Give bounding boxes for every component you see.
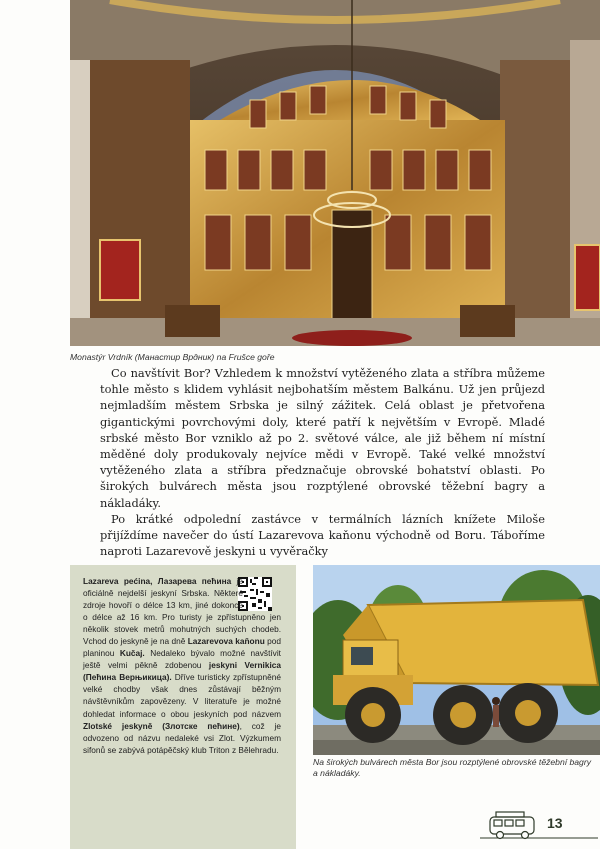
- mining-truck-photo: [313, 565, 600, 755]
- iconostasis-illustration: [70, 0, 600, 346]
- paragraph: Po krátké odpolední zastávce v termálních lázních knížete Miloše přijíždíme navečer do ústí Lazarevova kaňonu východně od Boru. Táboříme naproti Lazarevově jeskyni u vyvěračky: [100, 511, 545, 559]
- truck-photo-caption: Na širokých bulvárech města Bor jsou rozptýlené obrovské těžební bagry a nákladáky.: [313, 757, 592, 778]
- sidebar-text: [83, 575, 281, 756]
- zlot-caves-name: Zlotské jeskyně (Злотске пећине): [83, 720, 240, 731]
- church-interior-photo: [70, 0, 600, 346]
- cave-name: Lazareva pećina, Лазарева пећина: [83, 576, 232, 586]
- sidebar-text-run: je oficiálně nejdelší jeskyní Srbska. Některé zdroje hovoří o délce 13 km, jiné dokonce o délce až 16 km. Pro turisty je zpřístupněno jen několik stovek metrů mohutných suchých chodeb. Vchod do jeskyně je na dně: [83, 576, 281, 647]
- article-body: [100, 365, 545, 559]
- sidebar-text-run: Nedaleko bývalo možné navštívit ještě velmi pěkně zdobenou: [83, 648, 281, 671]
- sidebar-text-run: , což je odvozeno od názvu nedaleké vsi Zlot. Výzkumem sifonů se zabývá potápěčský klub Triton z Bělehradu.: [83, 720, 281, 755]
- plateau-name: Kučaj.: [119, 648, 145, 659]
- canyon-name: Lazarevova kaňonu: [187, 636, 265, 647]
- vernikica-cave-name: jeskyni Vernikica (Пећина Верњикица).: [83, 660, 281, 683]
- footer-decoration: [480, 808, 600, 844]
- info-sidebar: [70, 565, 296, 849]
- paragraph: Co navštívit Bor? Vzhledem k množství vytěženého zlata a stříbra můžeme tohle město s klidem vyhlásit nejbohatším městem Balkánu. Už jen průjezd nejmladším městem Srbska je silný zážitek. Celá oblast je přetvořena gigantickými povrchovými doly, které patří k největším v Evropě. Mladé srbské město Bor vzniklo až po 2. světové válce, ale již během ní místní měděné doly produkovaly nejvíce mědi v Evropě. Také velké množství vytěženého zlata a stříbra předznačuje obrovské bohatství oblasti. Po širokých bulvárech města jsou rozptýlené obrovské těžební bagry a nákladáky.: [100, 366, 545, 510]
- sidebar-text-run: pod planinou: [83, 636, 281, 659]
- church-photo-caption: Monastýr Vrdník (Манастир Врдник) na Frušce goře: [70, 352, 275, 362]
- sidebar-text-run: Dříve turisticky zpřístupněné velké chodby však dnes zůstávají běžným návštěvníkům zapovězeny. V literatuře je možné dohledat informace o obou jeskyních pod názvem: [83, 672, 281, 719]
- page-number: 13: [547, 815, 563, 831]
- mining-truck-illustration: [313, 565, 600, 755]
- campervan-icon: [490, 812, 534, 839]
